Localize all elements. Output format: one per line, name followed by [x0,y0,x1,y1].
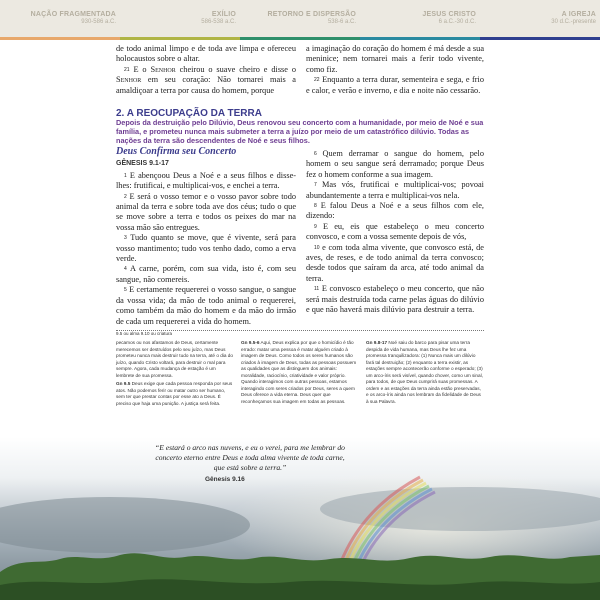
verse-6: $^6$ Quem derramar o sangue do homem, pelo homem o seu sangue será derramado; porque Deus fez o homem conforme a sua imagem. [306,149,485,179]
verse-22: $^{22}$ Enquanto a terra durar, sementeira e sega, e frio e calor, e verão e inverno, e dia e noite não cessarão. [306,75,484,95]
verse-2: $^2$ E será o vosso temor e o vosso pavor sobre todo animal da terra e sobre toda ave dos céus; tudo o que se move sobre a terra e todos os peixes do mar na vossa mão são entregues. [116,191,296,232]
era-tab-1: NAÇÃO FRAGMENTADA 930-586 a.C. [0,0,120,40]
quote-reference: Gênesis 9.16 [205,476,245,483]
study-note-col-1: pecamos ou nos afastamos de Deus, certamente merecemos ser destruídos pelo seu juízo, mas Deus prometeu nunca mais destruir tudo na terra, até o dia do juízo, quando Cristo voltará, para destruir o mal para sempre. Agora, cada mudança de estação é um lembrete de sua promessa. Gn 9.5 Deus exige que cada pessoa responda por seus atos. Não podemos ferir ou matar outro ser humano, sem ter que prestar contas por esse ato a Deus. É preciso que haja uma punição. A justiça será feita. [116,340,233,406]
era-tab-5: A IGREJA 30 d.C.-presente [480,0,600,40]
top-left-column: de todo animal limpo e de toda ave limpa e ofereceu holocaustos sobre o altar. $^{21}$ E o Senhor cheirou o suave cheiro e disse o Senhor em seu coração: Não tornarei mais a amaldiçoar a terra por causa do homem, porque [116,44,297,95]
era-color-bar [120,37,240,40]
era-tab-3: RETORNO E DISPERSÃO 538-6 a.C. [240,0,360,40]
era-color-bar [360,37,480,40]
era-tab-4: JESUS CRISTO 6 a.C.-30 d.C. [360,0,480,40]
verse-3: $^3$ Tudo quanto se move, que é vivente, será para vosso mantimento; tudo vos tenho dado, como a erva verde. [116,233,296,264]
verse-5: $^5$ E certamente requererei o vosso sangue, o sangue da vossa vida; da mão de todo animal o requererei, como também da mão do homem e da mão do irmão de cada um requererei a vida do homem. [116,285,297,326]
era-tab-2: EXÍLIO 586-538 a.C. [120,0,240,40]
verse-9: $^9$ E eu, eis que estabeleço o meu concerto convosco, e com a vossa semente depois de vós, [306,221,484,242]
study-note-col-2: Gn 9.5-6 Aqui, Deus explica por que o homicídio é tão errado: matar uma pessoa é matar alguém criado à imagem de Deus. Como todos os seres humanos são criados à imagem de Deus, todas as pessoas possuem as qualidades que as distinguem dos animais: moralidade, raciocínio, criatividade e valor próprio. Quando interagimos com outras pessoas, estamos interagindo com seres criados por Deus, seres a quem Deus oferece a vida eterna. Deus quer que reconheçamos sua imagem em todas as pessoas. [241,340,357,404]
passage-reference: GÊNESIS 9.1-17 [116,160,169,168]
top-right-column: a imaginação do coração do homem é má desde a sua meninice; nem tornarei mais a ferir todo vivente, como fiz. $^{22}$ Enquanto a terra durar, sementeira e sega, e frio e calor, e verão e inverno, e dia e noite não cessarão. [306,44,484,95]
era-timeline-bar [0,0,600,40]
passage-left-column [116,147,296,339]
passage-footnote: 9.5 ou alma 9.10 ou criatura [116,330,173,336]
verse-1: $^1$ E abençoou Deus a Noé e a seus filhos e disse-lhes: frutificai, e multiplicai-vos, e enchei a terra. [116,170,297,191]
passage-right-column [306,149,484,316]
era-color-bar [240,37,360,40]
scripture-quote: “E estará o arco nas nuvens, e eu o verei, para me lembrar do concerto eterno entre Deus e toda alma vivente de toda carne, que está sobre a terra.” [155,443,345,472]
section-intro: Depois da destruição pelo Dilúvio, Deus renovou seu concerto com a humanidade, por meio de Noé e sua família, e prometeu nunca mais submeter a terra a juízo por meio de um catastrófico dilúvio. Todas as nações da terra são descendentes de Noé e seus filhos. [116,118,484,145]
section-title: 2. A REOCUPAÇÃO DA TERRA [116,108,262,119]
verse-8: $^8$ E falou Deus a Noé e a seus filhos com ele, dizendo: [306,201,484,221]
verse-4: $^4$ A carne, porém, com sua vida, isto é, com seu sangue, não comereis. [116,264,296,284]
dotted-divider [116,330,484,331]
era-color-bar [0,37,120,40]
era-color-bar [480,37,600,40]
verse-21: $^{21}$ E o Senhor cheirou o suave cheiro e disse o Senhor em seu coração: Não tornarei mais a amaldiçoar a terra por causa do homem, porque [116,64,297,95]
study-note-col-3: Gn 9.8-17 Noé saiu do barco para pisar uma terra despida de vida humana, mas Deus lhe fez uma promessa tranquilizadora: (1) Nunca mais um dilúvio fará tal destruição; (2) enquanto a terra existir, as estações sempre acontecerão conforme o esperado; (3) um arco-íris será visível, quando chover, como um sinal, para todos, de que Deus cumprirá suas promessas. A ordem e as estações da terra ainda estão preservadas, e os arco-íris ainda nos lembram da fidelidade de Deus à sua Palavra. [366,340,483,404]
passage-subtitle: Deus Confirma seu Concerto [116,146,237,157]
verse-11: $^{11}$ E convosco estabeleço o meu concerto, que não será mais destruída toda carne pelas águas do dilúvio e que não haverá mais dilúvio para destruir a terra. [306,284,485,315]
verse-10: $^{10}$ e com toda alma vivente, que convosco está, de aves, de reses, e de todo animal da terra convosco; desde todos que saíram da arca, até todo animal da terra. [306,242,484,283]
verse-7: $^7$ Mas vós, frutificai e multiplicai-vos; povoai abundantemente a terra e multiplicai-vos nela. [306,180,484,200]
